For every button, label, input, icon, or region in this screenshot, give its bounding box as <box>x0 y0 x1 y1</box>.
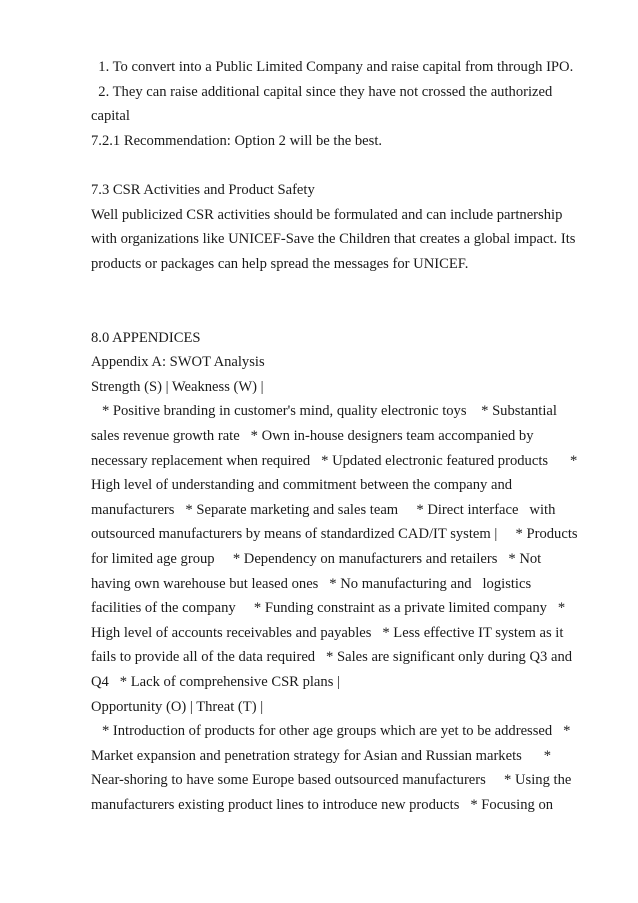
text-line: 8.0 APPENDICES <box>91 329 201 346</box>
text-line: 7.3 CSR Activities and Product Safety <box>91 182 315 198</box>
text-line: manufacturers existing product lines to introduce new products * Focusing on <box>91 797 554 813</box>
text-line: Q4 * Lack of comprehensive CSR plans | <box>91 674 340 690</box>
text-line: Opportunity (O) | Threat (T) | <box>91 698 264 715</box>
text-line: High level of understanding and commitment between the company and <box>91 477 513 494</box>
text-line: 2. They can raise additional capital since they have not crossed the authorized <box>91 83 553 100</box>
text-line: * Positive branding in customer's mind, quality electronic toys * Substantial <box>91 403 557 420</box>
text-line: products or packages can help spread the messages for UNICEF. <box>91 255 469 272</box>
text-line: manufacturers * Separate marketing and sales team * Direct interface with <box>91 501 556 518</box>
text-line: Appendix A: SWOT Analysis <box>91 354 265 371</box>
text-line: * Introduction of products for other age groups which are yet to be addressed * <box>91 723 571 740</box>
text-line: Well publicized CSR activities should be formulated and can include partnership <box>91 206 563 223</box>
text-line: with organizations like UNICEF-Save the Children that creates a global impact. Its <box>91 231 576 248</box>
text-line: Market expansion and penetration strategy for Asian and Russian markets * <box>91 747 551 764</box>
text-line: for limited age group * Dependency on manufacturers and retailers * Not <box>91 551 542 567</box>
text-line: Strength (S) | Weakness (W) | <box>91 378 264 395</box>
text-line: High level of accounts receivables and payables * Less effective IT system as it <box>91 624 564 641</box>
text-line: sales revenue growth rate * Own in-house designers team accompanied by <box>91 428 534 444</box>
text-line: 1. To convert into a Public Limited Company and raise capital from through IPO. <box>91 59 574 75</box>
text-line: outsourced manufacturers by means of standardized CAD/IT system | * Products <box>91 526 578 543</box>
text-line: necessary replacement when required * Updated electronic featured products * <box>91 452 578 469</box>
text-line: Near-shoring to have some Europe based outsourced manufacturers * Using the <box>91 772 572 789</box>
text-line: fails to provide all of the data required * Sales are significant only during Q3 and <box>91 649 573 666</box>
text-line: capital <box>91 108 130 125</box>
text-line: having own warehouse but leased ones * No manufacturing and logistics <box>91 575 532 592</box>
text-line: 7.2.1 Recommendation: Option 2 will be the best. <box>91 132 383 149</box>
text-line: facilities of the company * Funding constraint as a private limited company * <box>91 600 566 617</box>
